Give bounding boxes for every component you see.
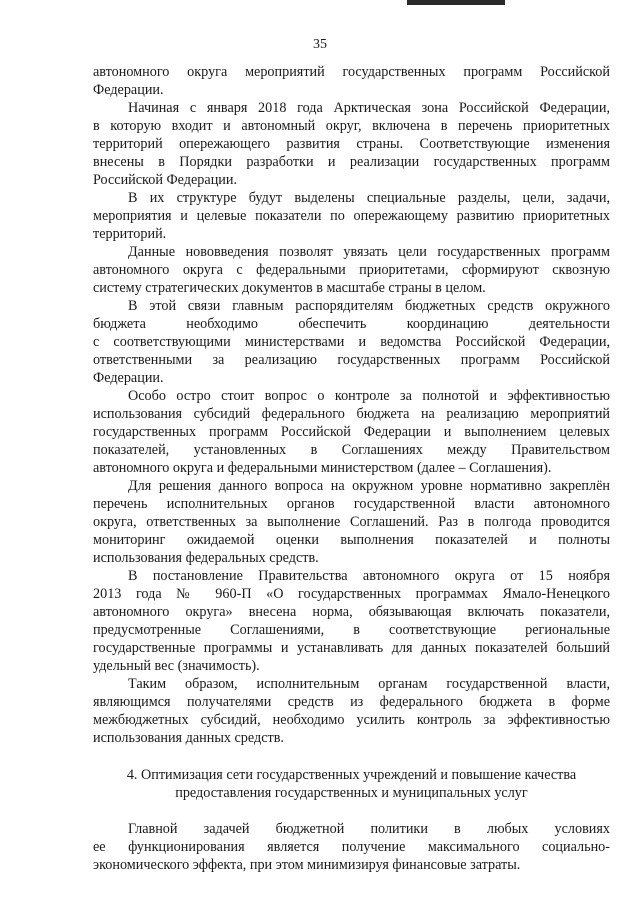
section-heading-line: 4. Оптимизация сети государственных учреждений и повышение качества [126,767,577,783]
text-line: Главной задачей бюджетной политики в любых условиях [128,821,610,837]
text-line: территорий опережающего развития страны. Соответствующие изменения [93,136,610,152]
text-line: автономного округа с федеральными приоритетами, сформируют сквозную [93,262,610,278]
text-line: автономного округа» внесена норма, обязывающая включать показатели, [93,604,610,620]
text-line: удельный вес (значимость). [93,658,260,674]
text-line: использования данных средств. [93,730,284,746]
text-line: перечень исполнительных органов государственной власти автономного [93,496,610,512]
text-line: государственных программ Российской Федерации и выполнением целевых [93,424,610,440]
text-line: Федерации. [93,370,164,386]
text-line: ответственными за реализацию государственных программ Российской [93,352,610,368]
text-line: Таким образом, исполнительным органам государственной власти, [128,676,610,692]
text-line: показателей, установленных в Соглашениях между Правительством [93,442,610,458]
text-line: Начиная с января 2018 года Арктическая зона Российской Федерации, [128,100,610,116]
text-line: Для решения данного вопроса на окружном уровне нормативно закреплён [128,478,610,494]
text-line: Федерации. [93,82,164,98]
text-line: Данные нововведения позволят увязать цели государственных программ [128,244,610,260]
text-line: мониторинг ожидаемой оценки выполнения показателей и полноты [93,532,610,548]
text-line: В этой связи главным распорядителям бюджетных средств окружного [128,298,610,314]
text-line: территорий. [93,226,167,242]
text-line: округа, ответственных за выполнение Соглашений. Раз в полгода проводится [93,514,610,530]
text-line: межбюджетных субсидий, необходимо усилить контроль за эффективностью [93,712,610,728]
text-line: являющимся получателями средств из федерального бюджета в форме [93,694,610,710]
text-line: государственные программы и устанавливать для данных показателей больший [93,640,610,656]
text-line: автономного округа и федеральными министерством (далее – Соглашения). [93,460,552,476]
text-line: В их структуре будут выделены специальные разделы, цели, задачи, [128,190,610,206]
text-line: с соответствующими министерствами и ведомства Российской Федерации, [93,334,610,350]
text-line: автономного округа мероприятий государственных программ Российской [93,64,610,80]
text-line: 2013 года № 960-П «О государственных программах Ямало-Ненецкого [93,586,610,602]
text-line: бюджета необходимо обеспечить координацию деятельности [93,316,610,332]
text-line: ее функционирования является получение максимального социально- [93,839,610,855]
text-line: мероприятия и целевые показатели по опережающему развитию приоритетных [93,208,610,224]
text-line: в которую входит и автономный округ, включена в перечень приоритетных [93,118,610,134]
text-line: внесены в Порядки разработки и реализации государственных программ [93,154,610,170]
section-heading-line: предоставления государственных и муниципальных услуг [175,785,528,801]
scan-edge-mark [407,0,505,5]
text-line: Российской Федерации. [93,172,238,188]
text-line: использования федеральных средств. [93,550,319,566]
text-line: В постановление Правительства автономного округа от 15 ноября [128,568,610,584]
text-line: Особо остро стоит вопрос о контроле за полнотой и эффективностью [128,388,610,404]
page-number: 35 [313,37,327,52]
text-line: экономического эффекта, при этом минимизируя финансовые затраты. [93,857,521,873]
text-line: систему стратегических документов в масштабе страны в целом. [93,280,486,296]
text-line: использования субсидий федерального бюджета на реализацию мероприятий [93,406,610,422]
text-line: предусмотренные Соглашениями, в соответствующие региональные [93,622,610,638]
